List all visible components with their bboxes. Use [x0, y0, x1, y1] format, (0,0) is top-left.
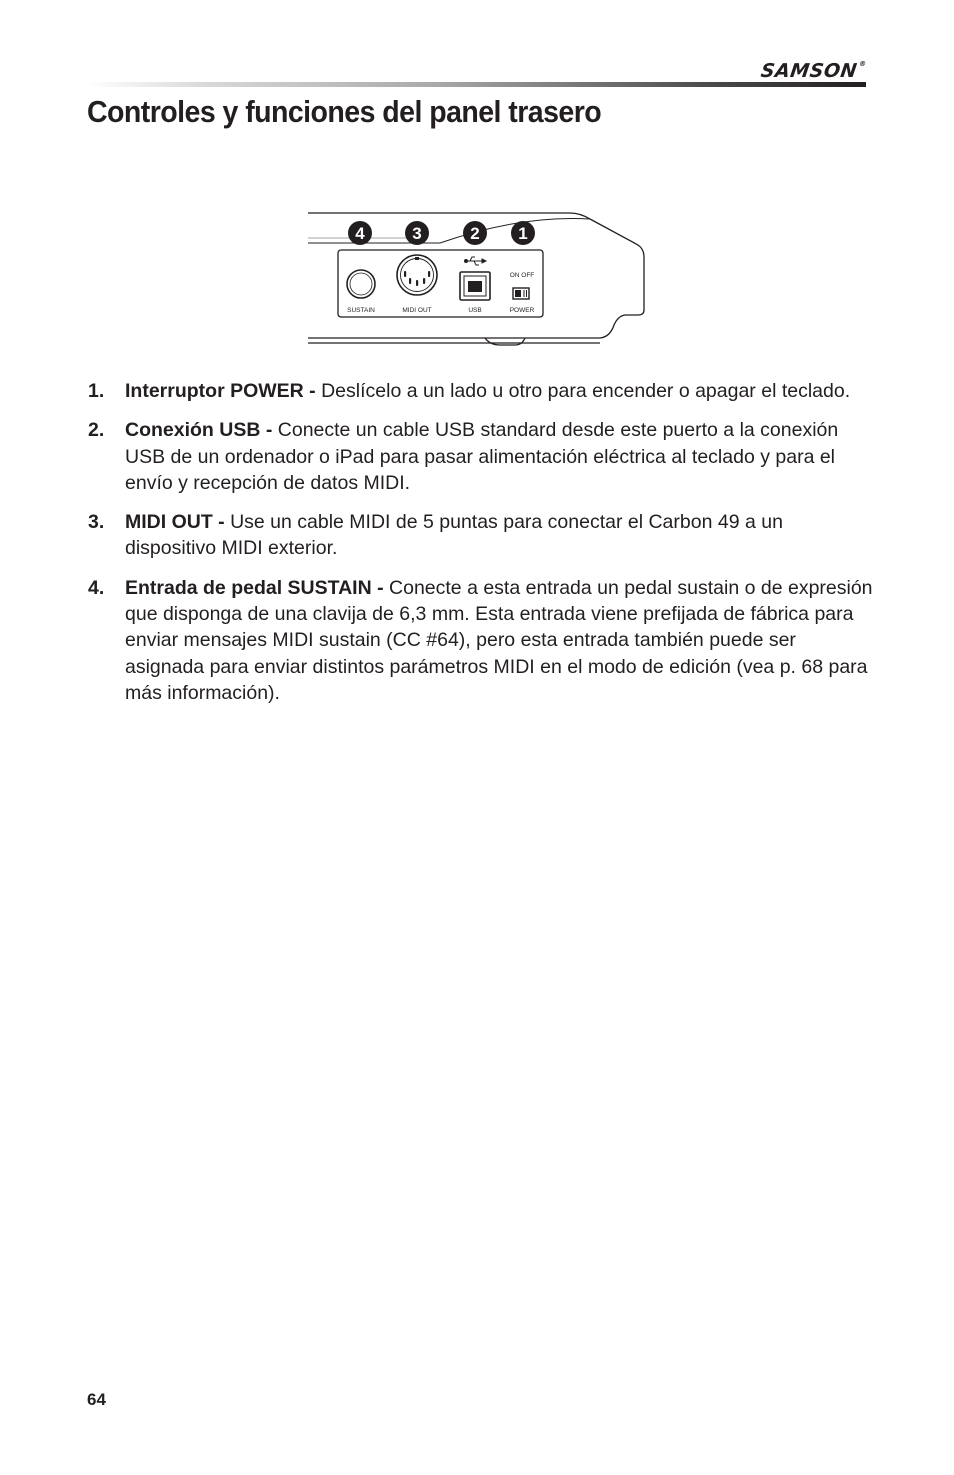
item-text: Conecte a esta entrada un pedal sustain o de expresión que disponga de una clavija de 6,3 mm. Esta entrada viene prefijada de fábrica para enviar mensajes MIDI sustain (CC #64), pero esta entrada también puede ser asignada para enviar distintos parámetros MIDI en el modo de edición (vea p. 68 para más información).: [125, 576, 873, 704]
item-number: 1.: [88, 380, 105, 402]
item-lead: MIDI OUT -: [125, 511, 225, 534]
sustain-jack: [347, 270, 375, 298]
feature-list: [88, 378, 873, 719]
samson-logo: SAMSON®: [759, 60, 868, 82]
callout-4: 4: [355, 224, 365, 243]
item-number: 3.: [88, 511, 105, 534]
list-item: [88, 417, 873, 496]
midi-out-port: [397, 255, 437, 295]
label-usb: USB: [468, 307, 482, 314]
list-item: [88, 575, 873, 706]
label-midi-out: MIDI OUT: [402, 307, 432, 314]
label-sustain: SUSTAIN: [347, 307, 375, 314]
list-item: [88, 509, 873, 562]
rear-panel-illustration: [300, 205, 650, 350]
item-number: 2.: [88, 419, 105, 442]
header-rule: [88, 82, 866, 87]
page-title: Controles y funciones del panel trasero: [87, 94, 602, 129]
item-text: Conecte un cable USB standard desde este puerto a la conexión USB de un ordenador o iPad para pasar alimentación eléctrica al teclado y para el envío y recepción de datos MIDI.: [125, 419, 839, 494]
item-text: Use un cable MIDI de 5 puntas para conectar el Carbon 49 a un dispositivo MIDI exterior.: [125, 511, 783, 560]
label-on-off: ON OFF: [509, 272, 535, 279]
page-number: 64: [87, 1390, 106, 1409]
item-lead: Conexión USB -: [125, 419, 273, 442]
item-lead: Interruptor POWER -: [125, 380, 316, 402]
item-lead: Entrada de pedal SUSTAIN -: [125, 576, 384, 599]
callout-3: 3: [412, 224, 422, 243]
list-item: [88, 378, 873, 404]
callout-1: 1: [518, 224, 528, 243]
panel-foot: [485, 338, 525, 345]
callout-2: 2: [470, 224, 480, 243]
item-number: 4.: [88, 576, 105, 599]
usb-symbol-icon: [465, 257, 487, 265]
label-power: POWER: [509, 307, 535, 314]
item-text: Deslícelo a un lado u otro para encender o apagar el teclado.: [315, 380, 851, 402]
